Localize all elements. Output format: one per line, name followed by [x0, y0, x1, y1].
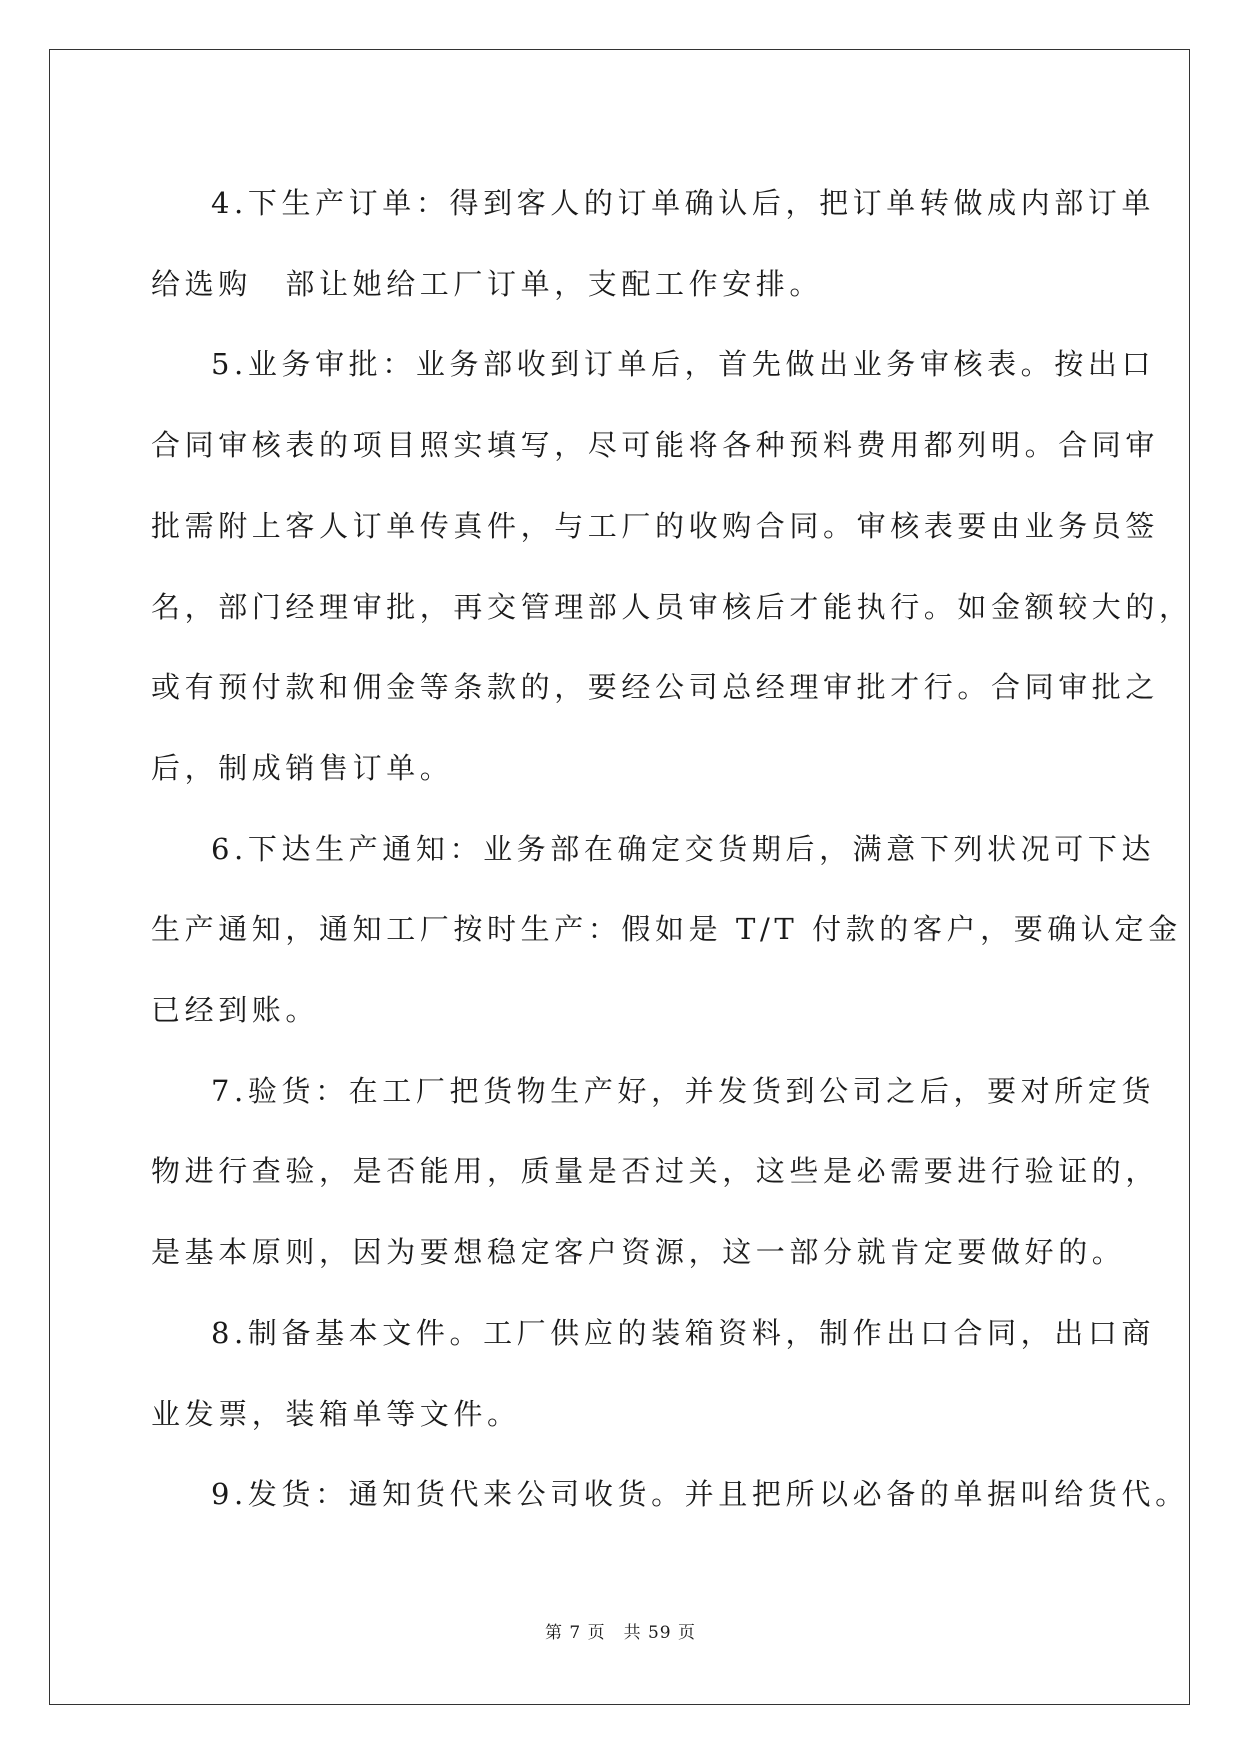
text-line: 给选购 部让她给工厂订单，支配工作安排。 [151, 266, 824, 301]
text-line: 5.业务审批：业务部收到订单后，首先做出业务审核表。按出口 [211, 347, 1156, 382]
page-total: 共 59 页 [623, 1623, 697, 1643]
page-footer [0, 1618, 1241, 1643]
text-line: 批需附上客人订单传真件，与工厂的收购合同。审核表要由业务员签 [151, 508, 1160, 543]
text-line: 合同审核表的项目照实填写，尽可能将各种预料费用都列明。合同审 [151, 428, 1160, 463]
text-line: 9.发货：通知货代来公司收货。并且把所以必备的单据叫给货代。 [211, 1477, 1189, 1512]
paragraph-8 [151, 1293, 1156, 1454]
text-line: 后，制成销售订单。 [151, 750, 454, 785]
text-line: 6.下达生产通知：业务部在确定交货期后，满意下列状况可下达 [211, 831, 1156, 866]
text-line: 已经到账。 [151, 993, 320, 1028]
paragraph-5 [151, 324, 1193, 808]
paragraph-6 [151, 809, 1182, 1051]
text-line: 8.制备基本文件。工厂供应的装箱资料，制作出口合同，出口商 [211, 1315, 1156, 1350]
text-line: 4.下生产订单：得到客人的订单确认后，把订单转做成内部订单 [211, 186, 1156, 220]
text-line: 是基本原则，因为要想稳定客户资源，这一部分就肯定要做好的。 [151, 1235, 1126, 1270]
text-line: 物进行查验，是否能用，质量是否过关，这些是必需要进行验证的， [151, 1154, 1160, 1189]
paragraph-7 [151, 1051, 1160, 1293]
page-number: 第 7 页 [544, 1623, 606, 1643]
text-line: 7.验货：在工厂把货物生产好，并发货到公司之后，要对所定货 [211, 1073, 1156, 1108]
paragraph-9 [151, 1454, 1189, 1535]
text-line: 名，部门经理审批，再交管理部人员审核后才能执行。如金额较大的， [151, 589, 1193, 624]
paragraph-4 [151, 163, 1156, 324]
text-line: 生产通知，通知工厂按时生产：假如是 T/T 付款的客户，要确认定金 [151, 912, 1182, 947]
text-line: 或有预付款和佣金等条款的，要经公司总经理审批才行。合同审批之 [151, 670, 1160, 705]
text-line: 业发票，装箱单等文件。 [151, 1396, 521, 1431]
document-body [151, 163, 1193, 1535]
